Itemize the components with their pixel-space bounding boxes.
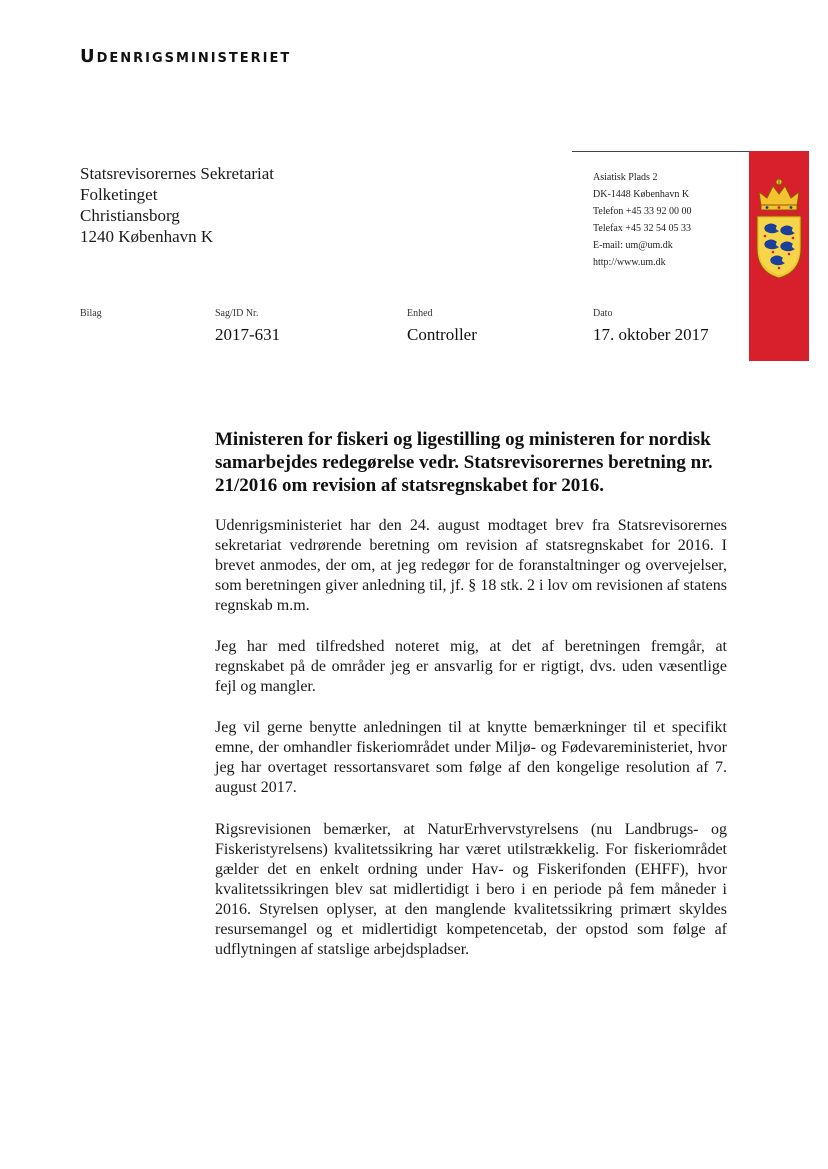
sender-address xyxy=(593,169,692,271)
enclosure-label: Bilag xyxy=(80,308,102,319)
date-label: Dato xyxy=(593,308,613,319)
ministry-name: Udenrigsministeriet xyxy=(80,46,292,67)
sender-email: E-mail: um@um.dk xyxy=(593,240,673,251)
letter-date: 17. oktober 2017 xyxy=(593,325,709,344)
letter-title: Ministeren for fiskeri og ligestilling og ministeren for nordisk samarbejdes redegørelse vedr. Statsrevisorernes beretning nr. 21/2016 om revision af statsregnskabet for 2016. xyxy=(215,429,713,496)
case-number: 2017-631 xyxy=(215,325,281,344)
coat-of-arms-icon xyxy=(751,176,807,280)
unit-label: Enhed xyxy=(407,308,433,319)
body-paragraph: Udenrigsministeriet har den 24. august modtaget brev fra Statsrevisorernes sekretariat vedrørende beretning om revision af statsregnskabet for 2016. I brevet anmodes, der om, at jeg redegør for de foranstaltninger og overvejelser, som beretningen giver anledning til, jf. § 18 stk. 2 i lov om revisionen af statens regnskab m.m. xyxy=(215,517,727,614)
recipient-line: Folketinget xyxy=(80,185,158,204)
recipient-line: 1240 København K xyxy=(80,227,214,246)
unit-value: Controller xyxy=(407,325,477,344)
sender-fax: Telefax +45 32 54 05 33 xyxy=(593,223,691,234)
body-paragraph: Jeg har med tilfredshed noteret mig, at det af beretningen fremgår, at regnskabet på de områder jeg er ansvarlig for er rigtigt, dvs. uden væsentlige fejl og mangler. xyxy=(215,638,727,695)
body-paragraph: Rigsrevisionen bemærker, at NaturErhvervstyrelsens (nu Landbrugs- og Fiskeristyrelsens) kvalitetssikring har været utilstrækkelig. For fiskeriområdet gælder det en enkelt ordning under Hav- og Fiskerifonden (EHFF), hvor kvalitetssikringen blev sat midlertidigt i bero i en periode på fem måneder i 2016. Styrelsen oplyser, at den manglende kvalitetssikring primært skyldes resursemangel og et midlertidigt kompetencetab, der opstod som følge af udflytningen af statslige arbejdspladser. xyxy=(215,821,727,958)
case-number-label: Sag/ID Nr. xyxy=(215,308,259,319)
body-paragraph: Jeg vil gerne benytte anledningen til at knytte bemærkninger til et specifikt emne, der omhandler fiskeriområdet under Miljø- og Fødevareministeriet, hvor jeg har overtaget ressortansvaret som følge af den kongelige resolution af 7. august 2017. xyxy=(215,719,727,796)
sender-divider xyxy=(572,151,750,152)
recipient-line: Statsrevisorernes Sekretariat xyxy=(80,164,275,183)
sender-web: http://www.um.dk xyxy=(593,257,666,268)
recipient-line: Christiansborg xyxy=(80,206,180,225)
sender-street: Asiatisk Plads 2 xyxy=(593,172,658,183)
sender-phone: Telefon +45 33 92 00 00 xyxy=(593,206,692,217)
recipient-address xyxy=(80,163,274,247)
sender-postal: DK-1448 København K xyxy=(593,189,690,200)
